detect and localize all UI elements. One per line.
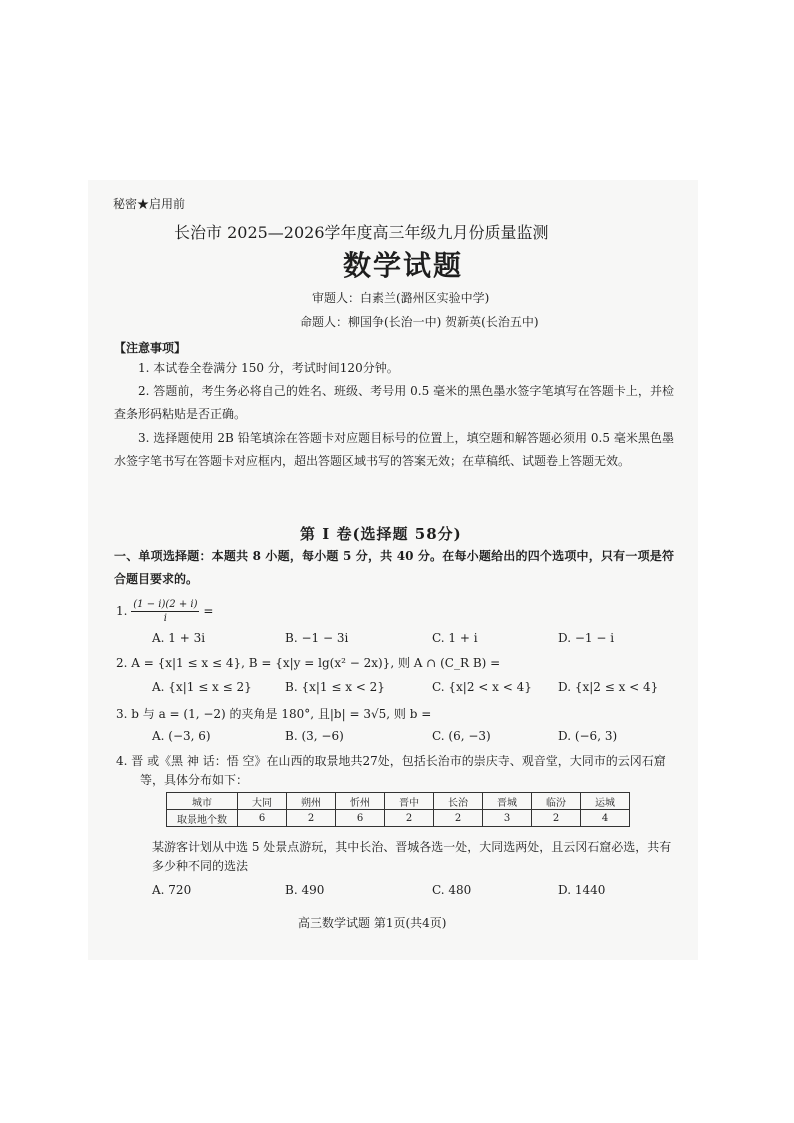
- fraction-numerator: (1 − i)(2 + i): [133, 599, 198, 610]
- table-cell: 城市: [167, 793, 238, 810]
- question-3-option-a: A. (−3, 6): [152, 729, 211, 743]
- table-cell: 2: [385, 810, 434, 827]
- table-cell: 6: [238, 810, 287, 827]
- question-1-number: 1.: [116, 604, 128, 618]
- table-cell: 长治: [434, 793, 483, 810]
- section-description: 一、单项选择题：本题共 8 小题，每小题 5 分，共 40 分。在每小题给出的四个选项中，只有一项是符合题目要求的。: [114, 549, 674, 586]
- table-cell: 3: [483, 810, 532, 827]
- question-4-line-4: 多少种不同的选法: [152, 859, 249, 873]
- page-footer: 高三数学试题 第1页(共4页): [298, 916, 447, 930]
- table-cell: 2: [532, 810, 581, 827]
- table-row: [167, 810, 630, 827]
- question-4-option-a: A. 720: [152, 883, 192, 897]
- question-3-option-b: B. (3, −6): [285, 729, 344, 743]
- question-1-option-b: B. −1 − 3i: [285, 631, 349, 645]
- reviewer-line: 审题人：白素兰(潞州区实验中学): [312, 291, 490, 305]
- notice-heading: 【注意事项】: [114, 341, 187, 355]
- notice-item-2: 2. 答题前，考生务必将自己的姓名、班级、考号用 0.5 毫米的黑色墨水签字笔填写在答题卡上，并检查条形码粘贴是否正确。: [114, 384, 674, 421]
- location-distribution-table: [166, 792, 630, 827]
- fraction-denominator: i: [163, 613, 167, 624]
- question-2-option-b: B. {x|1 ≤ x < 2}: [285, 680, 385, 694]
- question-3-option-d: D. (−6, 3): [558, 729, 618, 743]
- question-2-option-c: C. {x|2 < x < 4}: [432, 680, 532, 694]
- table-cell: 晋中: [385, 793, 434, 810]
- table-header-row: [167, 793, 630, 810]
- table-cell: 4: [581, 810, 630, 827]
- question-3: 3. b 与 a = (1, −2) 的夹角是 180°, 且|b| = 3√5, 则 b =: [116, 707, 432, 721]
- question-1-fraction: [131, 598, 199, 625]
- table-cell: 6: [336, 810, 385, 827]
- exam-title: 长治市 2025—2026学年度高三年级九月份质量监测: [174, 223, 549, 242]
- authors-line: 命题人：柳国争(长治一中) 贺新英(长治五中): [300, 315, 539, 329]
- table-cell: 晋城: [483, 793, 532, 810]
- table-cell: 临汾: [532, 793, 581, 810]
- table-cell: 朔州: [287, 793, 336, 810]
- confidential-label: 秘密★启用前: [113, 197, 186, 211]
- question-4-line-2: 等，具体分布如下：: [140, 773, 249, 787]
- table-cell: 运城: [581, 793, 630, 810]
- question-1: [116, 598, 213, 625]
- table-cell: 2: [287, 810, 336, 827]
- table-cell: 大同: [238, 793, 287, 810]
- question-3-option-c: C. (6, −3): [432, 729, 491, 743]
- question-4-line-3: 某游客计划从中选 5 处景点游玩，其中长治、晋城各选一处，大同选两处，且云冈石窟必选，共有: [152, 840, 672, 854]
- notice-item-3: 3. 选择题使用 2B 铅笔填涂在答题卡对应题目标号的位置上，填空题和解答题必须用 0.5 毫米黑色墨水签字笔书写在答题卡对应框内，超出答题区域书写的答案无效；在草稿纸、试题卷上答题无效。: [114, 431, 674, 468]
- question-1-option-a: A. 1 + 3i: [152, 631, 206, 645]
- part-title: 第 Ⅰ 卷(选择题 58分): [300, 525, 462, 543]
- notice-item-1: 1. 本试卷全卷满分 150 分，考试时间120分钟。: [138, 361, 399, 375]
- question-1-equals: =: [203, 604, 214, 618]
- question-2: 2. A = {x|1 ≤ x ≤ 4}, B = {x|y = lg(x² − 2x)}, 则 A ∩ (C_R B) =: [116, 656, 501, 670]
- table-cell: 取景地个数: [167, 810, 238, 827]
- question-4-line-1: 4. 晋 或《黑 神 话：悟 空》在山西的取景地共27处，包括长治市的崇庆寺、观音堂，大同市的云冈石窟: [116, 754, 666, 768]
- question-4-option-b: B. 490: [285, 883, 325, 897]
- question-4-option-c: C. 480: [432, 883, 472, 897]
- question-2-option-a: A. {x|1 ≤ x ≤ 2}: [152, 680, 252, 694]
- table-cell: 忻州: [336, 793, 385, 810]
- question-1-option-c: C. 1 + i: [432, 631, 478, 645]
- question-2-option-d: D. {x|2 ≤ x < 4}: [558, 680, 659, 694]
- question-4-option-d: D. 1440: [558, 883, 606, 897]
- subject-title: 数学试题: [343, 249, 464, 282]
- question-1-option-d: D. −1 − i: [558, 631, 615, 645]
- table-cell: 2: [434, 810, 483, 827]
